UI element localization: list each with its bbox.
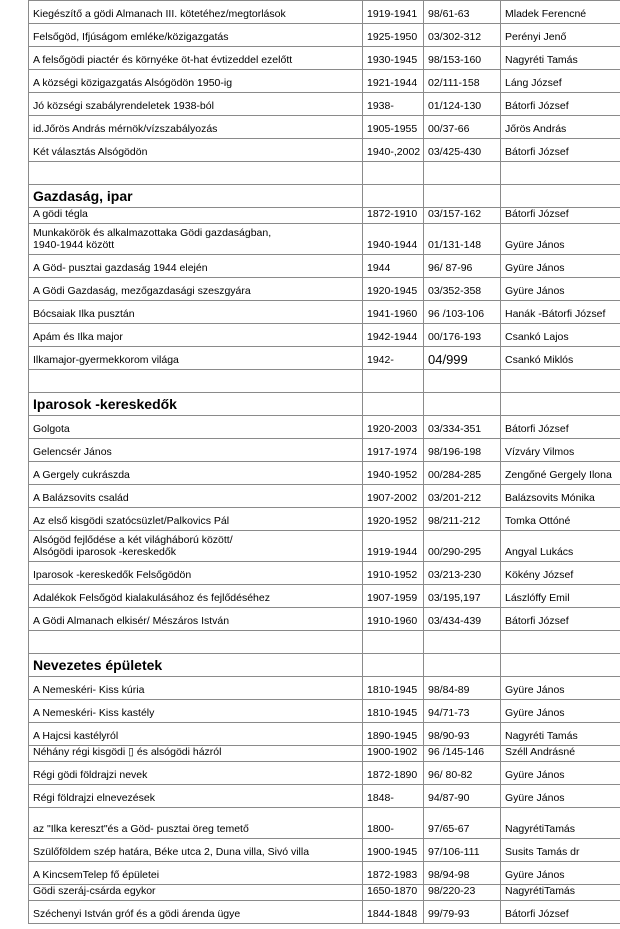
author-cell: Perényi Jenő	[501, 24, 620, 47]
title-cell: Bócsaiak Ilka pusztán	[29, 301, 363, 324]
table-row	[29, 278, 620, 301]
reference-cell: 98/220-23	[424, 885, 501, 901]
section-header-row	[29, 185, 620, 208]
table-row	[29, 862, 620, 885]
author-cell: Lászlóffy Emil	[501, 585, 620, 608]
blank-row	[29, 162, 620, 185]
reference-cell: 01/124-130	[424, 93, 501, 116]
author-cell: Jőrös András	[501, 116, 620, 139]
title-cell: Két választás Alsógödön	[29, 139, 363, 162]
years-cell: 1910-1952	[363, 562, 424, 585]
reference-cell: 96/ 80-82	[424, 762, 501, 785]
reference-cell: 02/111-158	[424, 70, 501, 93]
table-row	[29, 901, 620, 924]
author-cell	[501, 631, 620, 654]
title-cell: Szülőföldem szép határa, Béke utca 2, Duna villa, Sivó villa	[29, 839, 363, 862]
reference-cell: 94/71-73	[424, 700, 501, 723]
title-cell: Adalékok Felsőgöd kialakulásához és fejlődéséhez	[29, 585, 363, 608]
years-cell: 1920-1945	[363, 278, 424, 301]
author-cell: Gyüre János	[501, 762, 620, 785]
title-cell: Munkakörök és alkalmazottaka Gödi gazdaságban, 1940-1944 között	[29, 224, 363, 255]
reference-cell: 03/213-230	[424, 562, 501, 585]
blank-row	[29, 631, 620, 654]
reference-cell: 03/201-212	[424, 485, 501, 508]
title-cell	[29, 370, 363, 393]
title-cell: Régi földrajzi elnevezések	[29, 785, 363, 808]
reference-cell: 98/61-63	[424, 1, 501, 24]
years-cell: 1917-1974	[363, 439, 424, 462]
years-cell: 1844-1848	[363, 901, 424, 924]
title-cell: Iparosok -kereskedők	[29, 393, 363, 416]
table-row	[29, 508, 620, 531]
author-cell: Angyal Lukács	[501, 531, 620, 562]
reference-cell: 97/65-67	[424, 808, 501, 839]
title-cell: Néhány régi kisgödi ▯ és alsógödi házról	[29, 746, 363, 762]
years-cell: 1941-1960	[363, 301, 424, 324]
reference-cell	[424, 185, 501, 208]
reference-cell	[424, 654, 501, 677]
table-row	[29, 139, 620, 162]
reference-cell: 99/79-93	[424, 901, 501, 924]
title-cell: Ilkamajor-gyermekkorom világa	[29, 347, 363, 370]
reference-cell: 98/196-198	[424, 439, 501, 462]
author-cell: Susits Tamás dr	[501, 839, 620, 862]
title-cell: A Hajcsi kastélyról	[29, 723, 363, 746]
years-cell: 1942-1944	[363, 324, 424, 347]
table-row	[29, 700, 620, 723]
title-cell: id.Jőrös András mérnök/vízszabályozás	[29, 116, 363, 139]
title-cell	[29, 631, 363, 654]
reference-cell: 03/302-312	[424, 24, 501, 47]
years-cell: 1921-1944	[363, 70, 424, 93]
author-cell: NagyrétiTamás	[501, 885, 620, 901]
table-row	[29, 531, 620, 562]
author-cell: Gyüre János	[501, 278, 620, 301]
years-cell: 1872-1910	[363, 208, 424, 224]
table-row	[29, 347, 620, 370]
table-row	[29, 255, 620, 278]
reference-cell: 94/87-90	[424, 785, 501, 808]
title-cell: Alsógöd fejlődése a két világháború között/ Alsógödi iparosok -kereskedők	[29, 531, 363, 562]
years-cell: 1900-1945	[363, 839, 424, 862]
reference-cell: 03/352-358	[424, 278, 501, 301]
title-cell: A Gödi Gazdaság, mezőgazdasági szeszgyára	[29, 278, 363, 301]
table-row	[29, 677, 620, 700]
title-cell: Régi gödi földrajzi nevek	[29, 762, 363, 785]
table-row	[29, 885, 620, 901]
table-row	[29, 301, 620, 324]
table-row	[29, 723, 620, 746]
author-cell: Csankó Miklós	[501, 347, 620, 370]
years-cell: 1872-1890	[363, 762, 424, 785]
author-cell: Gyüre János	[501, 785, 620, 808]
years-cell: 1650-1870	[363, 885, 424, 901]
author-cell	[501, 393, 620, 416]
author-cell: Bátorfi József	[501, 608, 620, 631]
author-cell: Gyüre János	[501, 677, 620, 700]
years-cell	[363, 393, 424, 416]
reference-cell: 97/106-111	[424, 839, 501, 862]
years-cell: 1872-1983	[363, 862, 424, 885]
years-cell: 1905-1955	[363, 116, 424, 139]
author-cell: Balázsovits Mónika	[501, 485, 620, 508]
years-cell	[363, 654, 424, 677]
table-row	[29, 585, 620, 608]
table-row	[29, 224, 620, 255]
author-cell: Bátorfi József	[501, 139, 620, 162]
title-cell: A Gödi Almanach elkisér/ Mészáros István	[29, 608, 363, 631]
years-cell: 1940-,2002	[363, 139, 424, 162]
years-cell: 1930-1945	[363, 47, 424, 70]
author-cell: Mladek Ferencné	[501, 1, 620, 24]
table-row	[29, 808, 620, 839]
years-cell: 1890-1945	[363, 723, 424, 746]
table-row	[29, 70, 620, 93]
years-cell: 1920-2003	[363, 416, 424, 439]
reference-cell: 00/284-285	[424, 462, 501, 485]
years-cell: 1919-1944	[363, 531, 424, 562]
table-row	[29, 839, 620, 862]
title-cell: Kiegészítő a gödi Almanach III. kötetéhez/megtorlások	[29, 1, 363, 24]
title-cell: A Gergely cukrászda	[29, 462, 363, 485]
title-cell: Széchenyi István gróf és a gödi árenda ügye	[29, 901, 363, 924]
table-row	[29, 485, 620, 508]
reference-cell	[424, 393, 501, 416]
title-cell: A KincsemTelep fő épületei	[29, 862, 363, 885]
title-cell: A községi közigazgatás Alsógödön 1950-ig	[29, 70, 363, 93]
years-cell: 1810-1945	[363, 700, 424, 723]
title-cell: Az első kisgödi szatócsüzlet/Palkovics Pál	[29, 508, 363, 531]
author-cell: Hanák -Bátorfi József	[501, 301, 620, 324]
table-row	[29, 116, 620, 139]
author-cell: Széll Andrásné	[501, 746, 620, 762]
author-cell: Nagyréti Tamás	[501, 723, 620, 746]
reference-cell: 00/37-66	[424, 116, 501, 139]
reference-cell: 03/434-439	[424, 608, 501, 631]
reference-cell: 96/ 87-96	[424, 255, 501, 278]
title-cell: A Nemeskéri- Kiss kastély	[29, 700, 363, 723]
author-cell: Bátorfi József	[501, 901, 620, 924]
reference-cell: 03/195,197	[424, 585, 501, 608]
author-cell: Bátorfi József	[501, 416, 620, 439]
author-cell: Kökény József	[501, 562, 620, 585]
years-cell: 1907-2002	[363, 485, 424, 508]
years-cell	[363, 162, 424, 185]
years-cell: 1919-1941	[363, 1, 424, 24]
author-cell: Bátorfi József	[501, 208, 620, 224]
years-cell: 1940-1944	[363, 224, 424, 255]
reference-cell: 00/176-193	[424, 324, 501, 347]
bibliography-table	[28, 0, 620, 924]
title-cell: A Balázsovits család	[29, 485, 363, 508]
years-cell: 1938-	[363, 93, 424, 116]
table-row	[29, 562, 620, 585]
table-row	[29, 24, 620, 47]
title-cell: Gelencsér János	[29, 439, 363, 462]
table-row	[29, 439, 620, 462]
table-row	[29, 324, 620, 347]
author-cell	[501, 162, 620, 185]
title-cell: Gazdaság, ipar	[29, 185, 363, 208]
author-cell: NagyrétiTamás	[501, 808, 620, 839]
table-row	[29, 208, 620, 224]
reference-cell: 04/999	[424, 347, 501, 370]
title-cell: Jó községi szabályrendeletek 1938-ból	[29, 93, 363, 116]
years-cell: 1810-1945	[363, 677, 424, 700]
table-row	[29, 785, 620, 808]
author-cell: Bátorfi József	[501, 93, 620, 116]
table-row	[29, 1, 620, 24]
author-cell	[501, 654, 620, 677]
title-cell: A Göd- pusztai gazdaság 1944 elején	[29, 255, 363, 278]
title-cell: Nevezetes épületek	[29, 654, 363, 677]
author-cell: Gyüre János	[501, 700, 620, 723]
years-cell: 1942-	[363, 347, 424, 370]
years-cell: 1910-1960	[363, 608, 424, 631]
years-cell: 1848-	[363, 785, 424, 808]
years-cell: 1940-1952	[363, 462, 424, 485]
reference-cell: 98/211-212	[424, 508, 501, 531]
table-row	[29, 608, 620, 631]
table-row	[29, 416, 620, 439]
table-row	[29, 762, 620, 785]
title-cell: A Nemeskéri- Kiss kúria	[29, 677, 363, 700]
reference-cell	[424, 631, 501, 654]
author-cell: Gyüre János	[501, 224, 620, 255]
reference-cell	[424, 370, 501, 393]
author-cell: Gyüre János	[501, 255, 620, 278]
author-cell: Tomka Ottóné	[501, 508, 620, 531]
years-cell	[363, 185, 424, 208]
reference-cell	[424, 162, 501, 185]
author-cell	[501, 185, 620, 208]
title-cell: A felsőgödi piactér és környéke öt-hat évtizeddel ezelőtt	[29, 47, 363, 70]
years-cell: 1800-	[363, 808, 424, 839]
title-cell	[29, 162, 363, 185]
section-header-row	[29, 393, 620, 416]
title-cell: Apám és Ilka major	[29, 324, 363, 347]
blank-row	[29, 370, 620, 393]
title-cell: Iparosok -kereskedők Felsőgödön	[29, 562, 363, 585]
years-cell	[363, 370, 424, 393]
reference-cell: 03/425-430	[424, 139, 501, 162]
years-cell: 1907-1959	[363, 585, 424, 608]
years-cell: 1925-1950	[363, 24, 424, 47]
years-cell: 1944	[363, 255, 424, 278]
reference-cell: 03/157-162	[424, 208, 501, 224]
reference-cell: 00/290-295	[424, 531, 501, 562]
table-row	[29, 746, 620, 762]
reference-cell: 03/334-351	[424, 416, 501, 439]
table-row	[29, 462, 620, 485]
author-cell: Vízváry Vilmos	[501, 439, 620, 462]
reference-cell: 98/84-89	[424, 677, 501, 700]
author-cell: Láng József	[501, 70, 620, 93]
years-cell	[363, 631, 424, 654]
author-cell	[501, 370, 620, 393]
title-cell: Felsőgöd, Ifjúságom emléke/közigazgatás	[29, 24, 363, 47]
reference-cell: 98/90-93	[424, 723, 501, 746]
table-body	[29, 1, 620, 924]
title-cell: Golgota	[29, 416, 363, 439]
reference-cell: 01/131-148	[424, 224, 501, 255]
years-cell: 1900-1902	[363, 746, 424, 762]
author-cell: Zengőné Gergely Ilona	[501, 462, 620, 485]
reference-cell: 96 /145-146	[424, 746, 501, 762]
section-header-row	[29, 654, 620, 677]
author-cell: Nagyréti Tamás	[501, 47, 620, 70]
title-cell: A gödi tégla	[29, 208, 363, 224]
author-cell: Csankó Lajos	[501, 324, 620, 347]
reference-cell: 98/94-98	[424, 862, 501, 885]
reference-cell: 96 /103-106	[424, 301, 501, 324]
table-row	[29, 47, 620, 70]
author-cell: Gyüre János	[501, 862, 620, 885]
reference-cell: 98/153-160	[424, 47, 501, 70]
table-row	[29, 93, 620, 116]
title-cell: Gödi szeráj-csárda egykor	[29, 885, 363, 901]
title-cell: az "Ilka kereszt"és a Göd- pusztai öreg temető	[29, 808, 363, 839]
years-cell: 1920-1952	[363, 508, 424, 531]
